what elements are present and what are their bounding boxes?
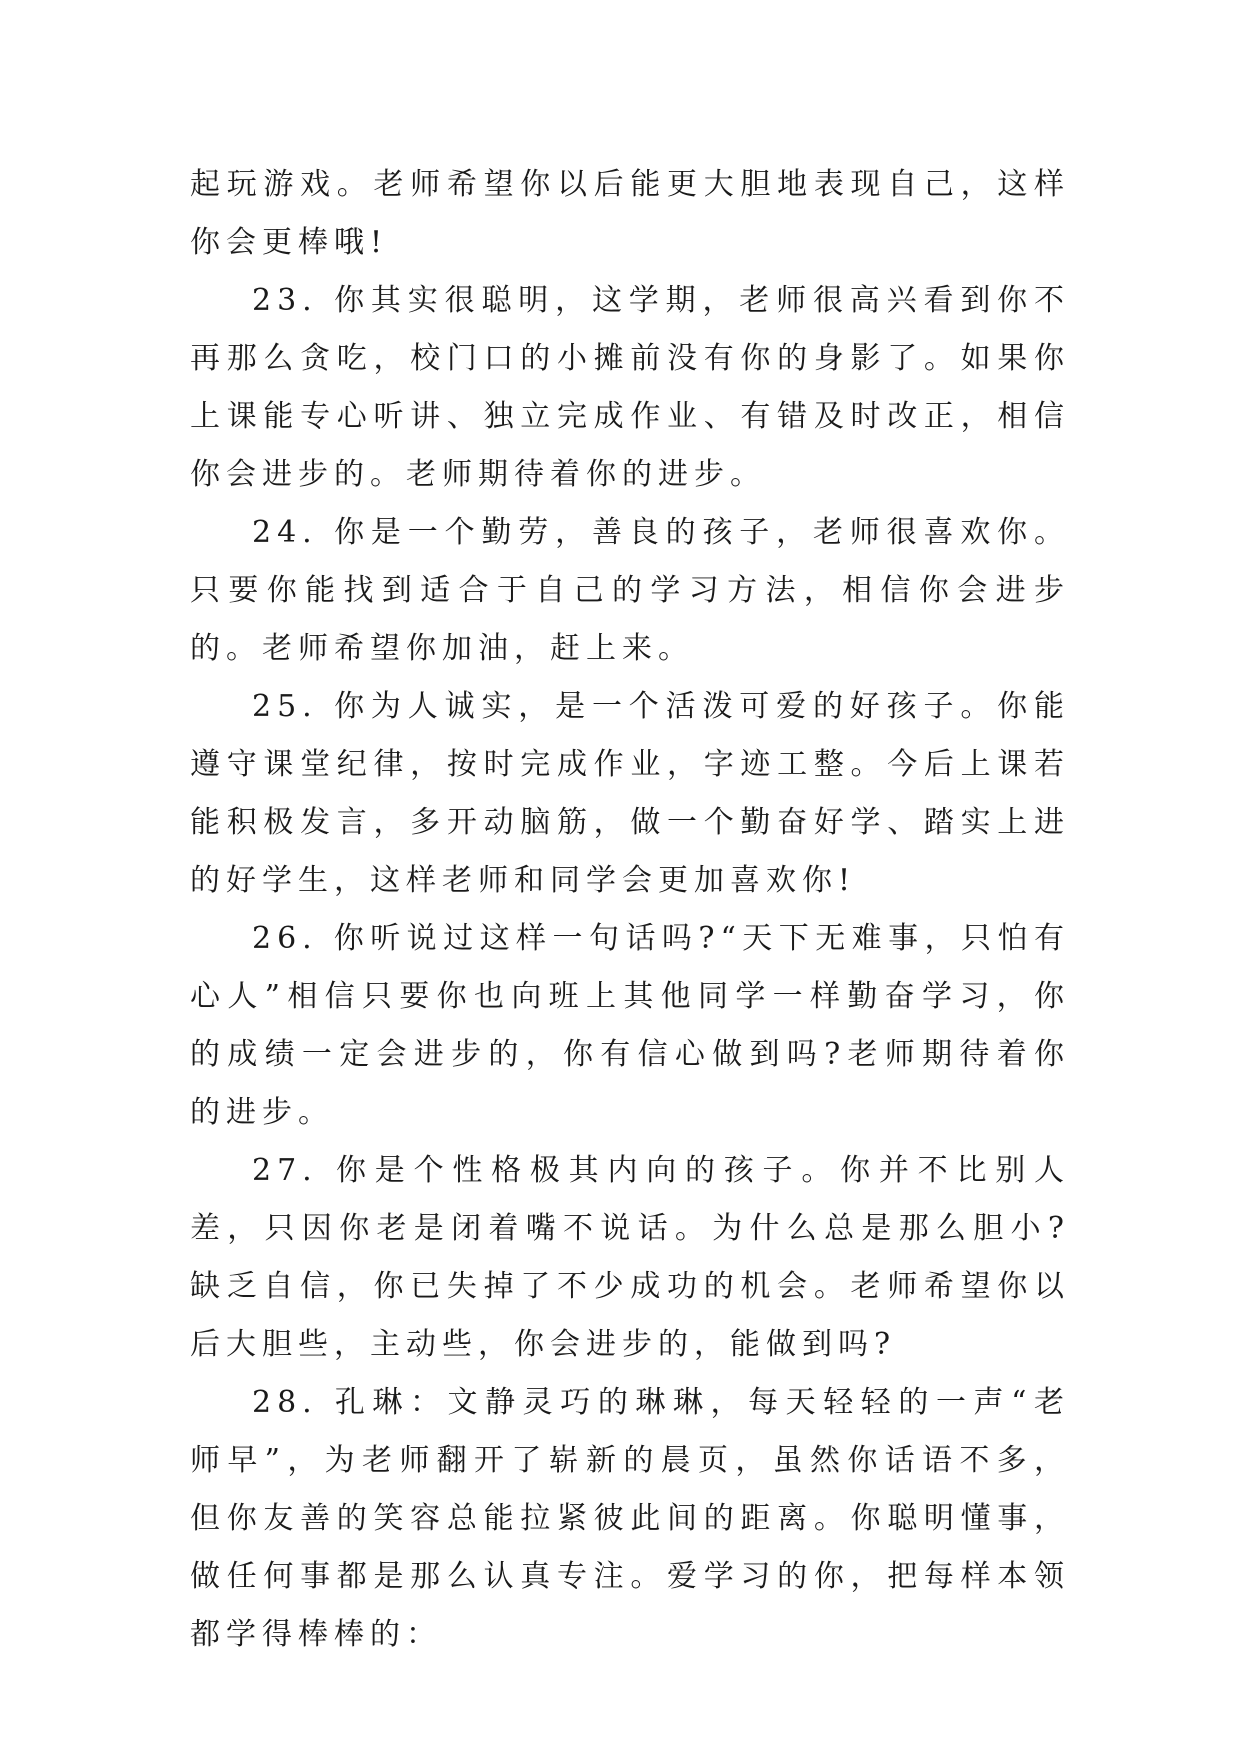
paragraph-number: 26. bbox=[252, 921, 318, 956]
paragraph-text: 你听说过这样一句话吗?“天下无难事，只怕有心人”相信只要你也向班上其他同学一样勤奋学习，你的成绩一定会进步的，你有信心做到吗?老师期待着你的进步。 bbox=[190, 921, 1071, 1130]
paragraph-number: 24. bbox=[252, 515, 318, 550]
paragraph-text: 你是一个勤劳，善良的孩子，老师很喜欢你。只要你能找到适合于自己的学习方法，相信你会进步的。老师希望你加油，赶上来。 bbox=[190, 515, 1070, 666]
paragraph-text: 你其实很聪明，这学期，老师很高兴看到你不再那么贪吃，校门口的小摊前没有你的身影了。如果你上课能专心听讲、独立完成作业、有错及时改正，相信你会进步的。老师期待着你的进步。 bbox=[190, 283, 1070, 492]
paragraph-28 bbox=[190, 1374, 1070, 1664]
paragraph-25 bbox=[190, 678, 1070, 910]
paragraph-text: 你为人诚实，是一个活泼可爱的好孩子。你能遵守课堂纪律，按时完成作业，字迹工整。今后上课若能积极发言，多开动脑筋，做一个勤奋好学、踏实上进的好学生，这样老师和同学会更加喜欢你! bbox=[190, 689, 1070, 898]
document-body bbox=[190, 156, 1070, 1664]
paragraph-text: 孔琳：文静灵巧的琳琳，每天轻轻的一声“老师早”，为老师翻开了崭新的晨页，虽然你话语不多，但你友善的笑容总能拉紧彼此间的距离。你聪明懂事，做任何事都是那么认真专注。爱学习的你，把每样本领都学得棒棒的： bbox=[190, 1385, 1070, 1652]
paragraph-24 bbox=[190, 504, 1070, 678]
paragraph-number: 25. bbox=[252, 689, 318, 724]
paragraph-23 bbox=[190, 272, 1070, 504]
paragraph-text: 你是个性格极其内向的孩子。你并不比别人差，只因你老是闭着嘴不说话。为什么总是那么胆小?缺乏自信，你已失掉了不少成功的机会。老师希望你以后大胆些，主动些，你会进步的，能做到吗? bbox=[190, 1153, 1070, 1362]
paragraph-number: 27. bbox=[252, 1153, 318, 1188]
paragraph-number: 28. bbox=[252, 1385, 318, 1420]
paragraph-continued bbox=[190, 156, 1070, 272]
paragraph-26 bbox=[190, 910, 1070, 1142]
paragraph-27 bbox=[190, 1142, 1070, 1374]
paragraph-number: 23. bbox=[252, 283, 318, 318]
paragraph-text: 起玩游戏。老师希望你以后能更大胆地表现自己，这样你会更棒哦! bbox=[190, 167, 1070, 260]
